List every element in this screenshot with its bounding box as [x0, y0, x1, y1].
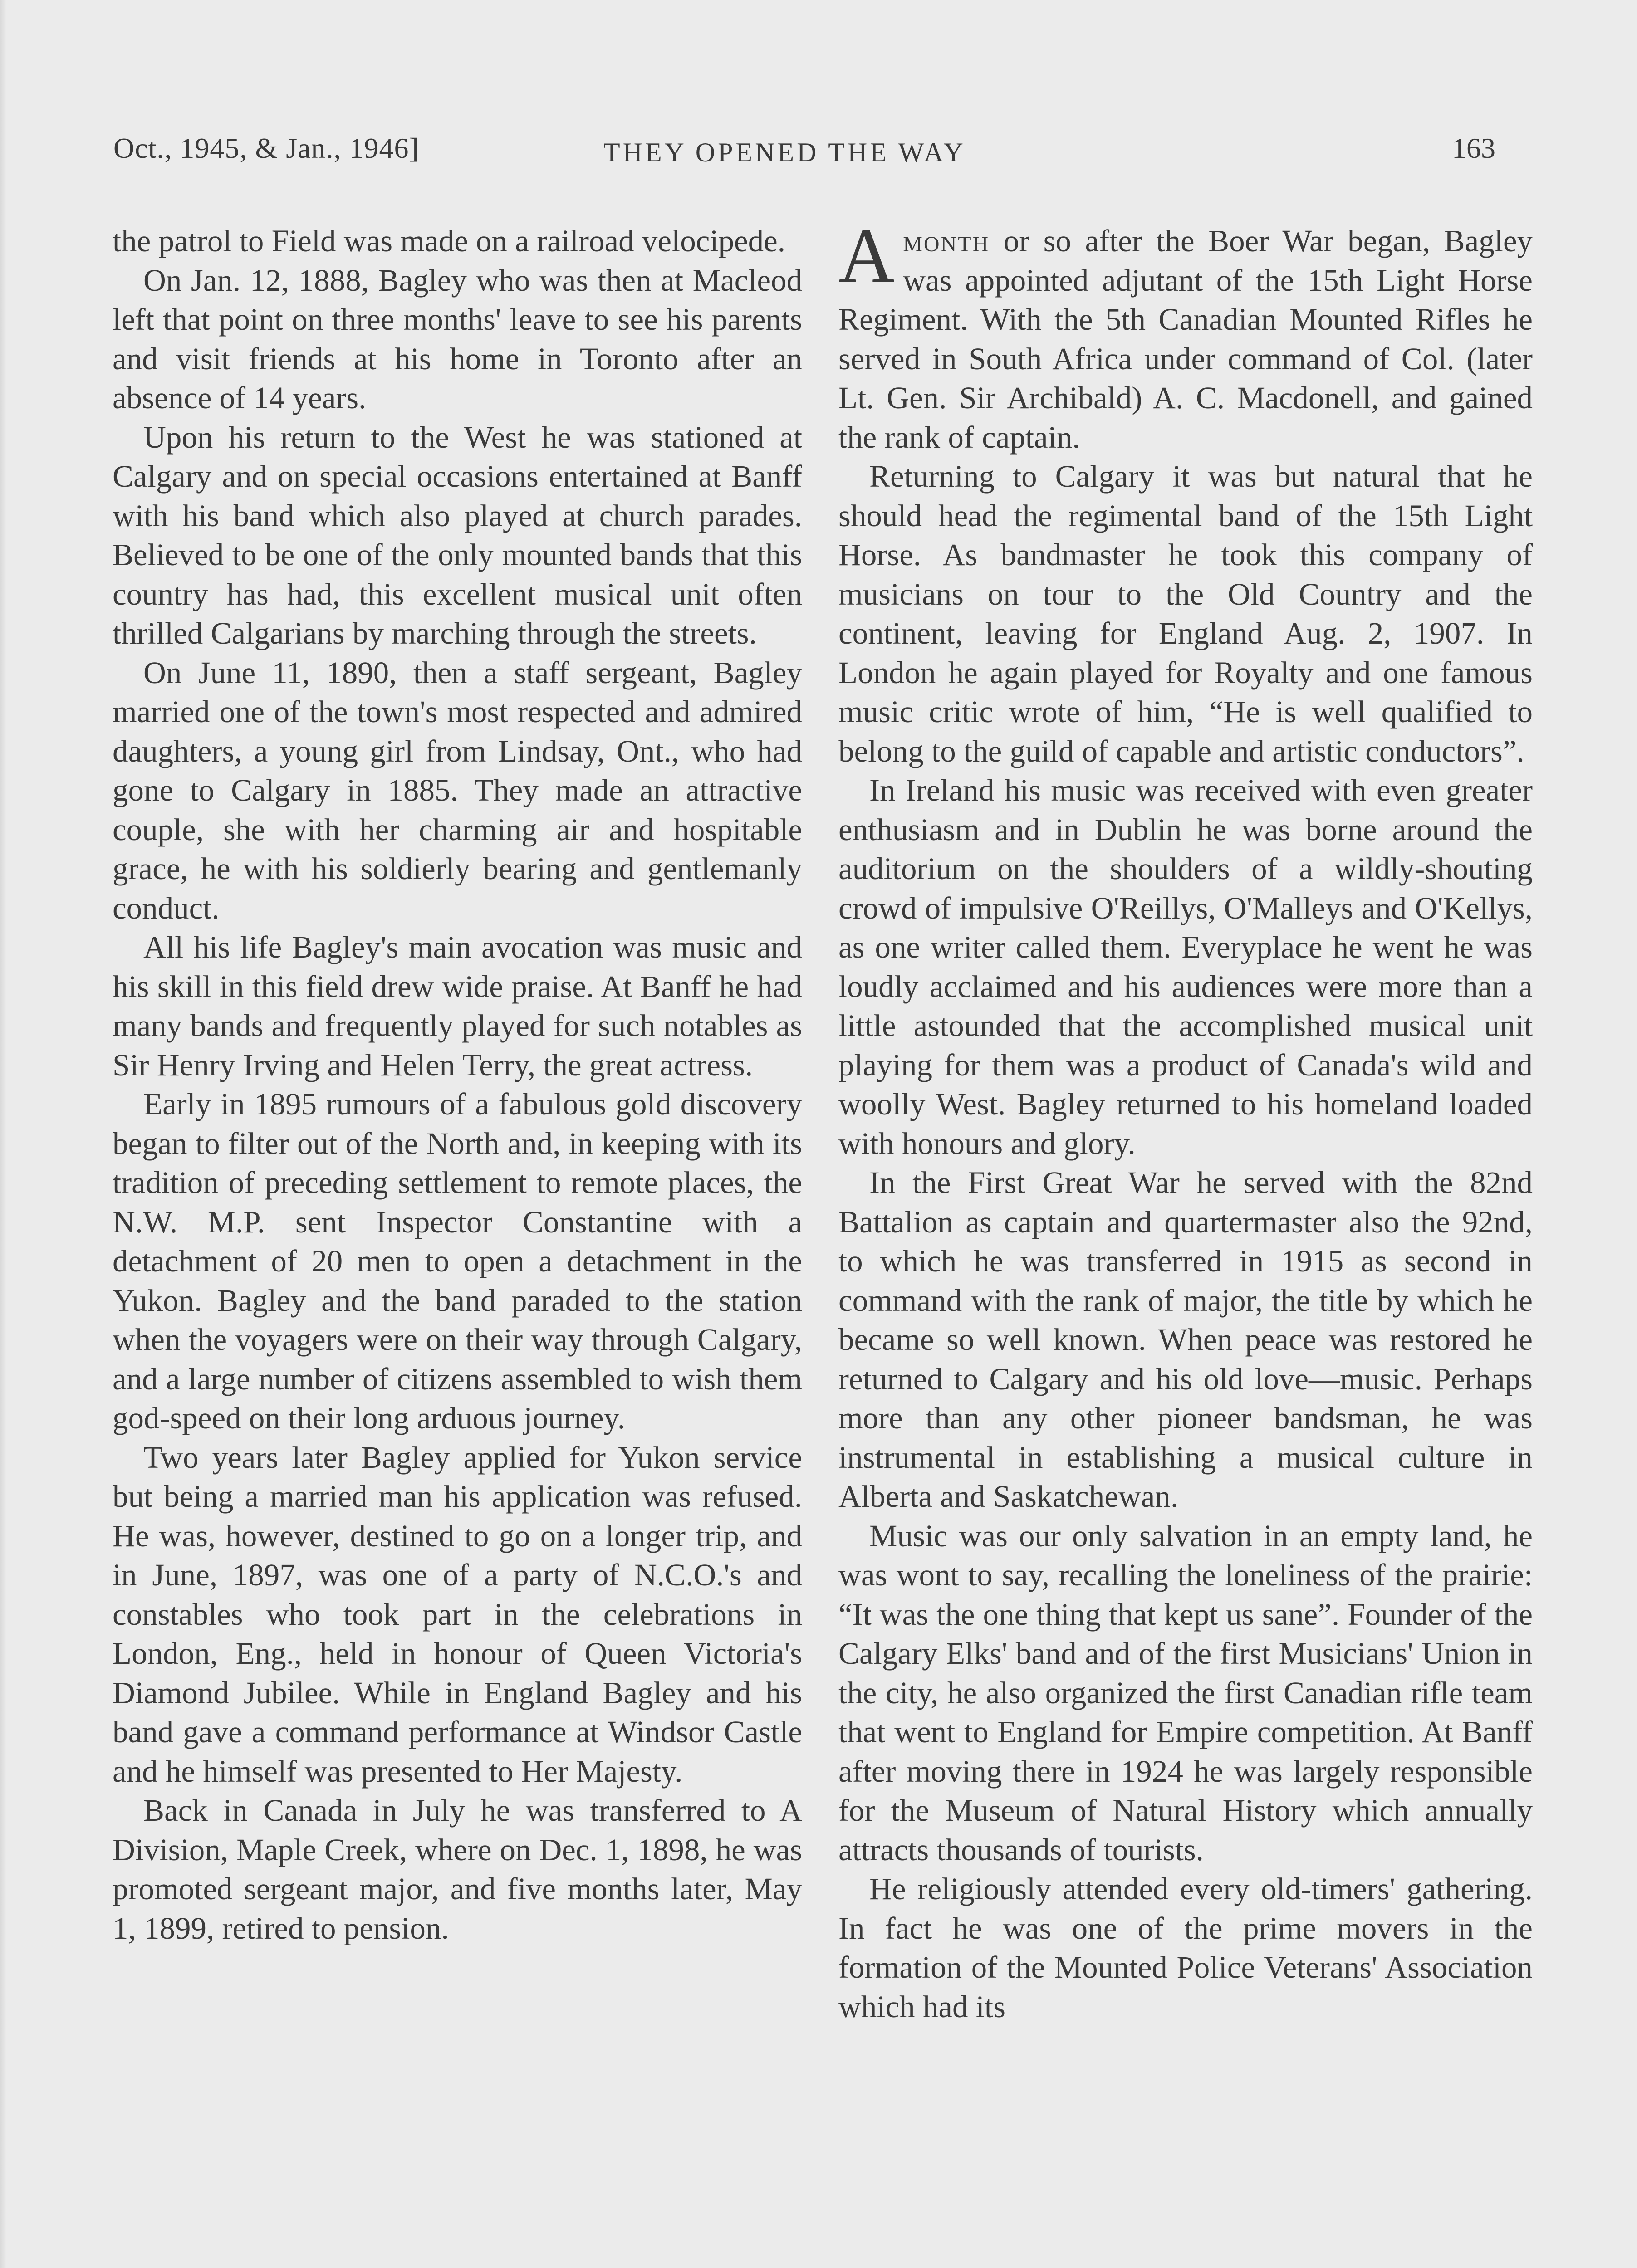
paragraph: Returning to Calgary it was but natural that he should head the regimental band of the 15th Light Horse. As bandmaster he took this company of musicians on tour to the Old Country and the continent, leaving for England Aug. 2, 1907. In London he again played for Royalty and one famous music critic wrote of him, “He is well qualified to belong to the guild of capable and artistic conductors”.	[838, 459, 1533, 768]
running-header	[0, 132, 1637, 172]
paragraph: Two years later Bagley applied for Yukon service but being a married man his application was refused. He was, however, destined to go on a longer trip, and in June, 1897, was one of a party of N.C.O.'s and constables who took part in the celebrations in London, Eng., held in honour of Queen Victoria's Diamond Jubilee. While in England Bagley and his band gave a command performance at Windsor Castle and he himself was presented to Her Majesty.	[113, 1440, 802, 1789]
paragraph: Early in 1895 rumours of a fabulous gold discovery began to filter out of the North and, in keeping with its tradition of preceding settlement to remote places, the N.W. M.P. sent Inspector Constantine with a detachment of 20 men to open a detachment in the Yukon. Bagley and the band paraded to the station when the voyagers were on their way through Calgary, and a large number of citizens assembled to wish them god-speed on their long arduous journey.	[113, 1087, 802, 1435]
paragraph: the patrol to Field was made on a railroad velocipede.	[113, 224, 785, 258]
header-title: THEY OPENED THE WAY	[603, 137, 966, 167]
paragraph: In the First Great War he served with the 82nd Battalion as captain and quartermaster also the 92nd, to which he was transferred in 1915 as second in command with the rank of major, the title by which he became so well known. When peace was restored he returned to Calgary and his old love—music. Perhaps more than any other pioneer bandsman, he was instrumental in establishing a musical culture in Alberta and Saskatchewan.	[838, 1165, 1533, 1514]
left-column	[113, 221, 802, 1948]
page-edge-shadow	[0, 0, 6, 2268]
paragraph: Music was our only salvation in an empty land, he was wont to say, recalling the loneliness of the prairie: “It was the one thing that kept us sane”. Founder of the Calgary Elks' band and of the first Musicians' Union in the city, he also organized the first Canadian rifle team that went to England for Empire competition. At Banff after moving there in 1924 he was largely responsible for the Museum of Natural History which annually attracts thousands of tourists.	[838, 1518, 1533, 1867]
right-column	[838, 213, 1533, 2026]
paragraph: He religiously attended every old-timers' gathering. In fact he was one of the prime movers in the formation of the Mounted Police Veterans' Association which had its	[838, 1872, 1533, 2024]
paragraph: Upon his return to the West he was stationed at Calgary and on special occasions entertained at Banff with his band which also played at church parades. Believed to be one of the only mounted bands that this country has had, this excellent musical unit often thrilled Calgarians by marching through the streets.	[113, 420, 802, 650]
paragraph: In Ireland his music was received with even greater enthusiasm and in Dublin he was borne around the auditorium on the shoulders of a wildly-shouting crowd of impulsive O'Reillys, O'Malleys and O'Kellys, as one writer called them. Everyplace he went he was loudly acclaimed and his audiences were more than a little astounded that the accomplished musical unit playing for them was a product of Canada's wild and woolly West. Bagley returned to his homeland loaded with honours and glory.	[838, 773, 1533, 1161]
header-date: Oct., 1945, & Jan., 1946]	[113, 132, 419, 164]
paragraph: Back in Canada in July he was transferred to A Division, Maple Creek, where on Dec. 1, 1898, he was promoted sergeant major, and five months later, May 1, 1899, retired to pension.	[113, 1793, 802, 1945]
opening-text: or so after the Boer War began, Bagley was appointed adjutant of the 15th Light Horse Regiment. With the 5th Canadian Mounted Rifles he served in South Africa under command of Col. (later Lt. Gen. Sir Archibald) A. C. Macdonell, and gained the rank of captain.	[838, 224, 1533, 455]
lead-in-smallcaps: month	[903, 224, 990, 258]
drop-cap: A	[838, 213, 895, 299]
page-number: 163	[1452, 132, 1495, 164]
opening-paragraph	[838, 213, 1533, 457]
paragraph: On Jan. 12, 1888, Bagley who was then at Macleod left that point on three months' leave to see his parents and visit friends at his home in Toronto after an absence of 14 years.	[113, 263, 802, 415]
paragraph: On June 11, 1890, then a staff sergeant, Bagley married one of the town's most respected and admired daughters, a young girl from Lindsay, Ont., who had gone to Calgary in 1885. They made an attractive couple, she with her charming air and hospitable grace, he with his soldierly bearing and gentlemanly conduct.	[113, 655, 802, 925]
paragraph: All his life Bagley's main avocation was music and his skill in this field drew wide praise. At Banff he had many bands and frequently played for such notables as Sir Henry Irving and Helen Terry, the great actress.	[113, 930, 802, 1082]
